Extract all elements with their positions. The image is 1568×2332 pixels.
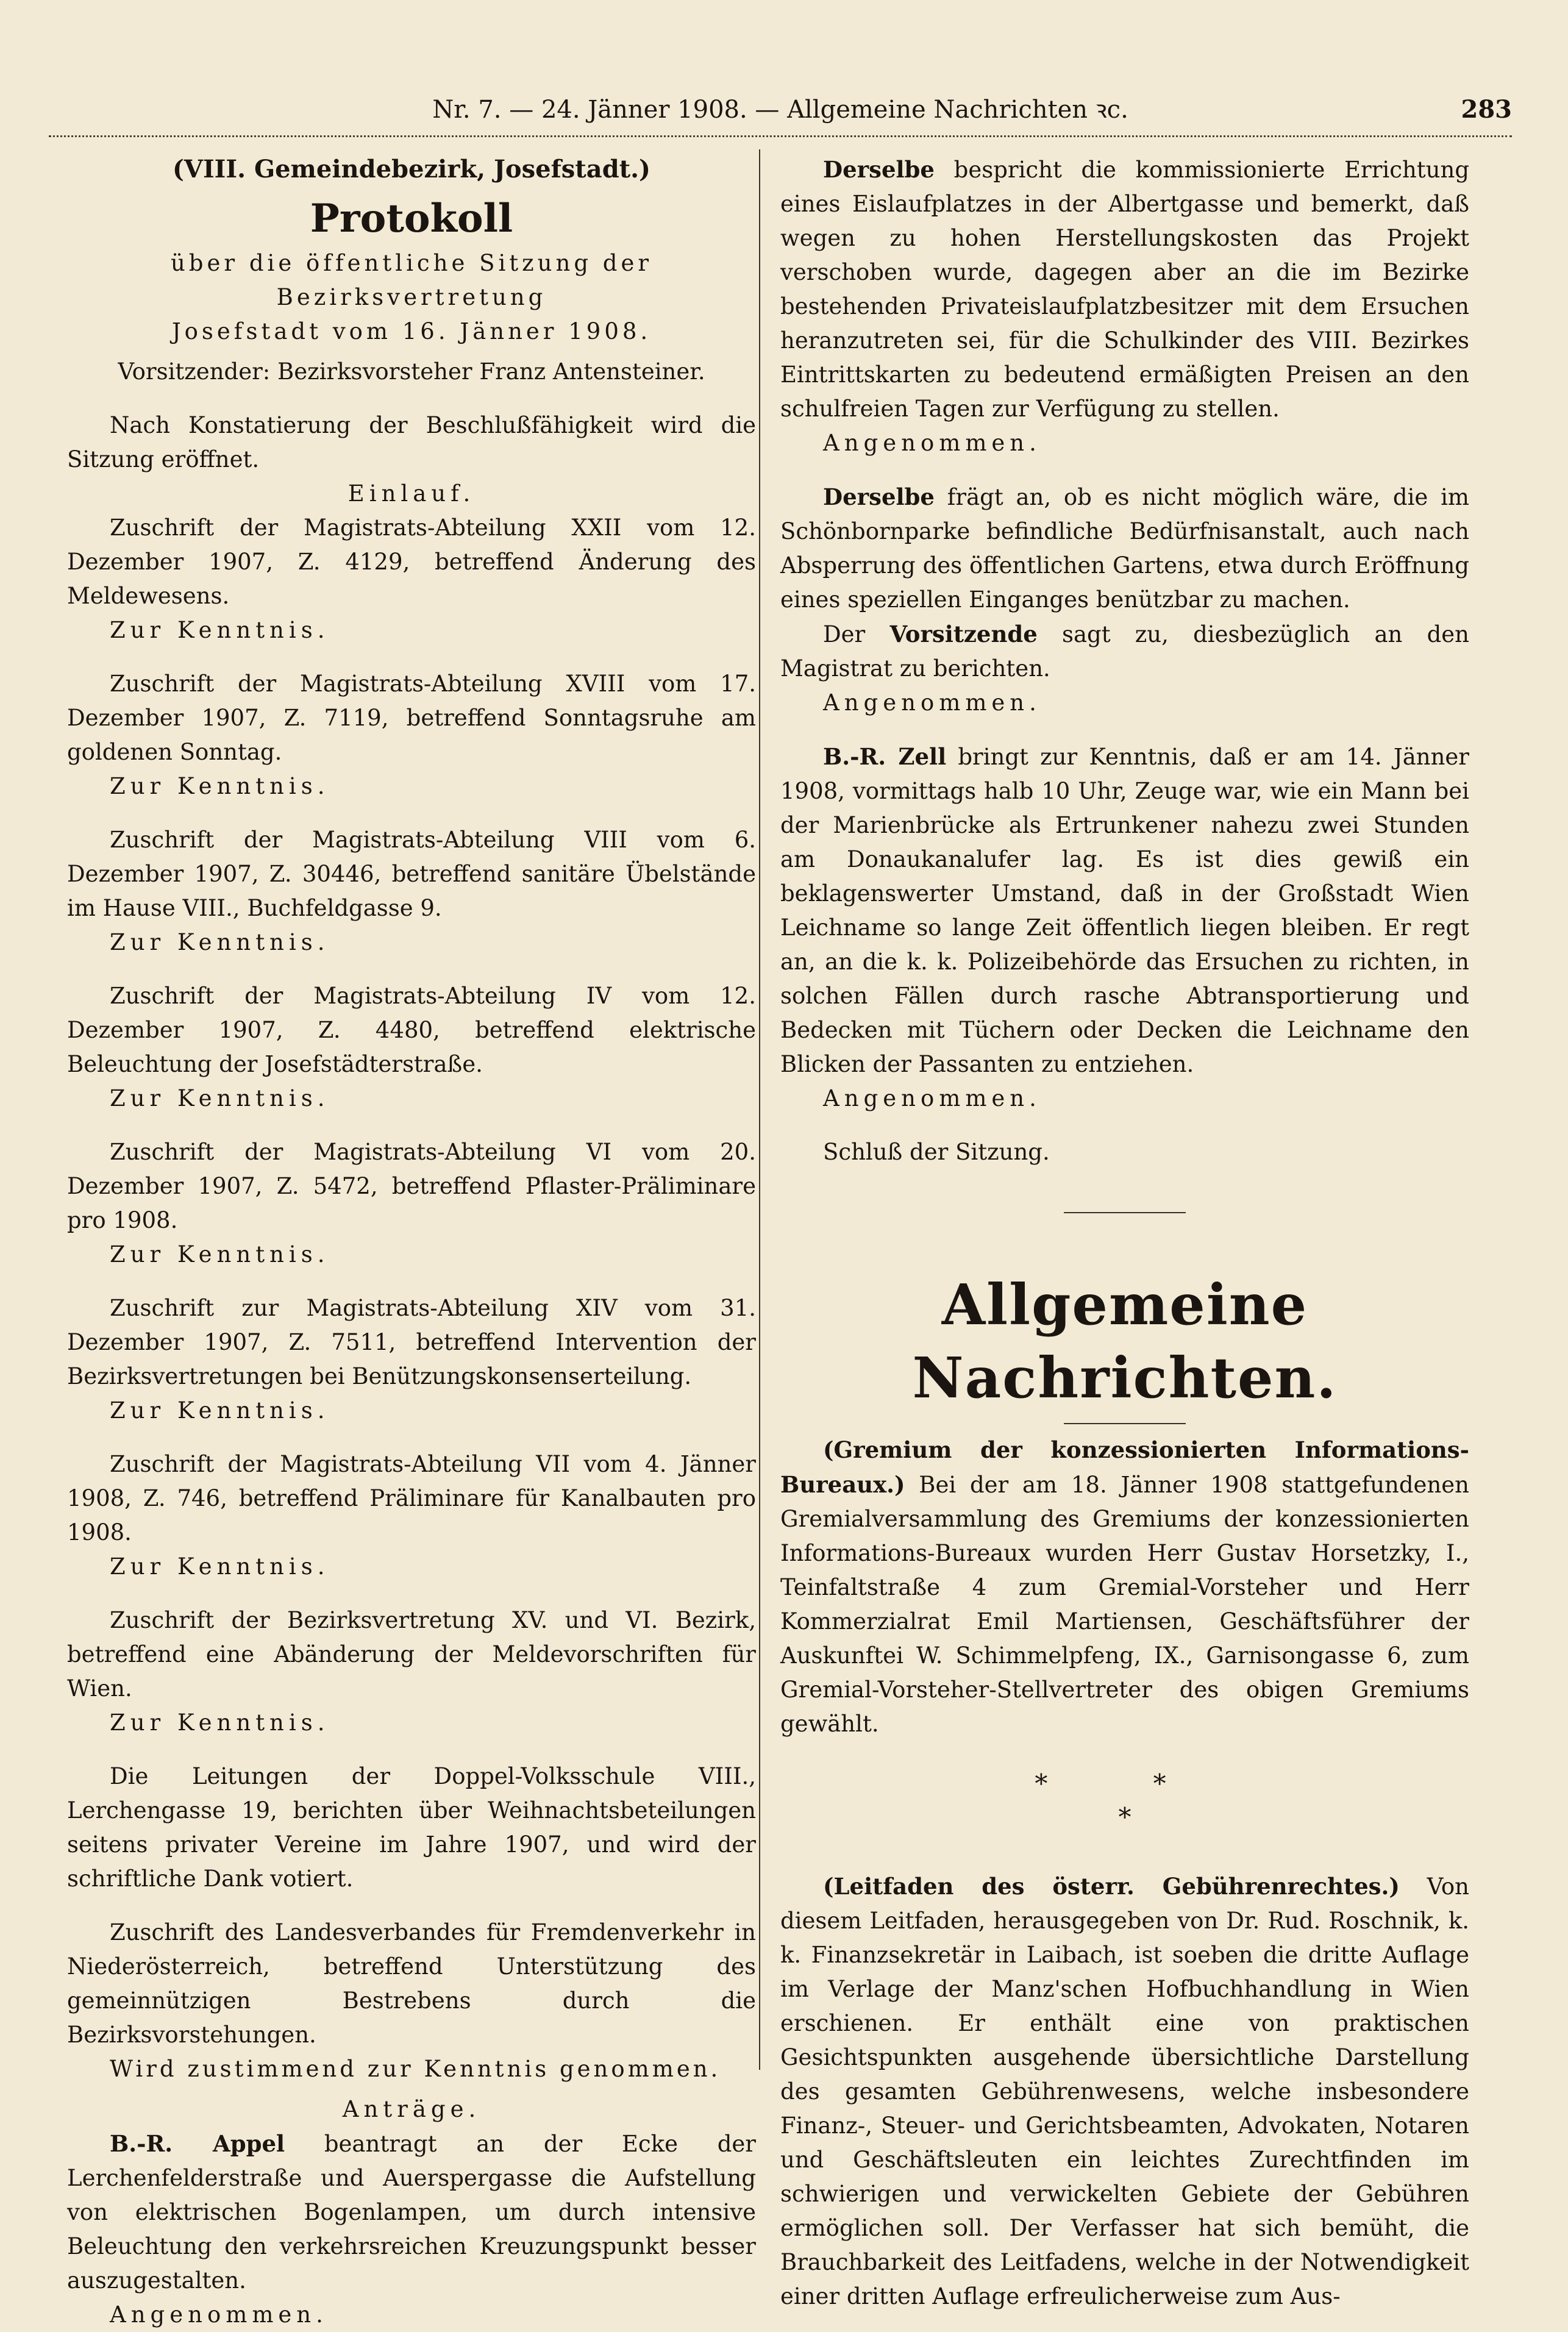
protocol-subtitle-1: über die öffentliche Sitzung der Bezirksvertretung <box>170 250 653 310</box>
entry-result: Zur Kenntnis. <box>110 773 330 799</box>
chair-response <box>780 617 1469 686</box>
entry-result: Zur Kenntnis. <box>110 1553 330 1580</box>
entry-text: Zuschrift der Bezirksvertretung XV. und VI. Bezirk, betreffend eine Abänderung der Meldevorschriften für Wien. <box>67 1607 756 1702</box>
section-title: Allgemeine Nachrichten. <box>912 1272 1338 1411</box>
article-heading: (Leitfaden des österr. Gebührenrechtes.) <box>823 1873 1400 1900</box>
closing-line: Schluß der Sitzung. <box>823 1139 1050 1165</box>
zell-paragraph <box>780 740 1469 1082</box>
appel-result: Angenommen. <box>110 2302 328 2328</box>
district-heading: (VIII. Gemeindebezirk, Josefstadt.) <box>173 155 650 184</box>
leitungen-paragraph: Die Leitungen der Doppel-Volksschule VIII., Lerchengasse 19, berichten über Weihnachtsbeteilungen seitens privater Vereine im Jahre 1907, und wird der schriftliche Dank votiert. <box>67 1763 756 1892</box>
entry-text: Zuschrift der Magistrats-Abteilung XXII vom 12. Dezember 1907, Z. 4129, betreffend Änderung des Meldewesens. <box>67 515 756 609</box>
running-header <box>49 91 1512 128</box>
separator-stars-bottom: * <box>1118 1802 1131 1832</box>
header-rule <box>49 135 1512 137</box>
entry-text: Zuschrift zur Magistrats-Abteilung XIV vom 31. Dezember 1907, Z. 7511, betreffend Intervention der Bezirksvertretungen bei Benützungskonsenserteilung. <box>67 1295 756 1389</box>
entry-result: Zur Kenntnis. <box>110 929 330 955</box>
chair-prefix: Der <box>823 621 866 647</box>
entry-text: Zuschrift der Magistrats-Abteilung XVIII vom 17. Dezember 1907, Z. 7119, betreffend Sonntagsruhe am goldenen Sonntag. <box>67 671 756 765</box>
speaker-text: frägt an, ob es nicht möglich wäre, die im Schönbornparke befindliche Bedürfnisanstalt, auch nach Absperrung des öffentlichen Gartens, etwa durch Eröffnung eines speziellen Einganges benützbar zu machen. <box>780 484 1469 613</box>
appel-paragraph <box>67 2127 756 2298</box>
antraege-heading: Anträge. <box>342 2096 481 2122</box>
right-column <box>780 152 1469 2314</box>
protocol-title: Protokoll <box>310 196 513 241</box>
speaker-name: B.-R. Zell <box>823 743 947 770</box>
einlauf-heading: Einlauf. <box>347 480 476 507</box>
separator-stars-top: * * <box>1035 1769 1215 1799</box>
protocol-subtitle-2: Josefstadt vom 16. Jänner 1908. <box>171 318 652 344</box>
landesverband-result: Wird zustimmend zur Kenntnis genommen. <box>110 2056 721 2082</box>
entry-result: Zur Kenntnis. <box>110 1397 330 1424</box>
column-divider <box>759 149 760 2070</box>
section-rule <box>1064 1212 1186 1213</box>
leitfaden-paragraph <box>780 1869 1469 2314</box>
eislauf-result: Angenommen. <box>823 430 1041 456</box>
speaker-name: B.-R. Appel <box>110 2130 285 2157</box>
entry-text: Zuschrift der Magistrats-Abteilung VI vom 20. Dezember 1907, Z. 5472, betreffend Pflaster-Präliminare pro 1908. <box>67 1139 756 1233</box>
article-text: Bei der am 18. Jänner 1908 stattgefundenen Gremialversammlung des Gremiums der konzessionierten Informations-Bureaux wurden Herr Gustav Horsetzky, I., Teinfaltstraße 4 zum Gremial-Vorsteher und Herr Kommerzialrat Emil Martiensen, Geschäftsführer der Auskunftei W. Schimmelpfeng, IX., Garnisongasse 6, zum Gremial-Vorsteher-Stellvertreter des obigen Gremiums gewählt. <box>780 1472 1470 1737</box>
entry-text: Zuschrift der Magistrats-Abteilung IV vom 12. Dezember 1907, Z. 4480, betreffend elektrische Beleuchtung der Josefstädterstraße. <box>67 983 756 1077</box>
zell-result: Angenommen. <box>823 1085 1041 1111</box>
landesverband-paragraph: Zuschrift des Landesverbandes für Fremdenverkehr in Niederösterreich, betreffend Unterstützung des gemeinnützigen Bestrebens durch die Bezirksvorstehungen. <box>67 1919 756 2048</box>
opening-paragraph: Nach Konstatierung der Beschlußfähigkeit wird die Sitzung eröffnet. <box>67 412 756 472</box>
speaker-text: beantragt an der Ecke der Lerchenfelderstraße und Auerspergasse die Aufstellung von elektrischen Bogenlampen, um durch intensive Beleuchtung den verkehrsreichen Kreuzungspunkt besser auszugestalten. <box>67 2131 756 2294</box>
speaker-name: Derselbe <box>823 156 935 183</box>
speaker-name: Vorsitzende <box>889 621 1038 647</box>
entry-text: Zuschrift der Magistrats-Abteilung VIII vom 6. Dezember 1907, Z. 30446, betreffend sanitäre Übelstände im Hause VIII., Buchfeldgasse 9. <box>67 827 756 921</box>
entry-result: Zur Kenntnis. <box>110 1085 330 1111</box>
article-text: Von diesem Leitfaden, herausgegeben von Dr. Rud. Roschnik, k. k. Finanzsekretär in Laibach, ist soeben die dritte Auflage im Verlage der Manz'schen Hofbuchhandlung in Wien erschienen. Er enthält eine von praktischen Gesichtspunkten ausgehende übersichtliche Darstellung des gesamten Gebührenwesens, welche insbesondere Finanz-, Steuer- und Gerichtsbeamten, Advokaten, Notaren und Geschäftsleuten ein leichtes Zurechtfinden im schwierigen und verwickelten Gebiete der Gebühren ermöglichen soll. Der Verfasser hat sich bemüht, die Brauchbarkeit des Leitfadens, welche in der Notwendigkeit einer dritten Auflage erfreulicherweise zum Aus- <box>780 1874 1469 2309</box>
schoenborn-paragraph <box>780 480 1469 617</box>
title-rule <box>1064 1423 1186 1424</box>
speaker-text: bringt zur Kenntnis, daß er am 14. Jänner 1908, vormittags halb 10 Uhr, Zeuge war, wie ein Mann bei der Marienbrücke als Ertrunkener nahezu zwei Stunden am Donaukanalufer lag. Es ist dies gewiß ein beklagenswerter Umstand, daß in der Großstadt Wien Leichname so lange Zeit öffentlich liegen bleiben. Er regt an, an die k. k. Polizeibehörde das Ersuchen zu richten, in solchen Fällen durch rasche Abtransportierung und Bedecken mit Tüchern oder Decken die Leichname den Blicken der Passanten zu entziehen. <box>780 744 1469 1077</box>
speaker-name: Derselbe <box>823 483 935 510</box>
speaker-text: bespricht die kommissionierte Errichtung eines Eislaufplatzes in der Albertgasse und bemerkt, daß wegen zu hohen Herstellungskosten das Projekt verschoben wurde, dagegen aber an die im Bezirke bestehenden Privateislaufplatzbesitzer mit dem Ersuchen heranzutreten sei, für die Schulkinder des VIII. Bezirkes Eintrittskarten zu bedeutend ermäßigten Preisen an den schulfreien Tagen zur Verfügung zu stellen. <box>780 157 1470 422</box>
left-column <box>67 152 756 2332</box>
schoenborn-result: Angenommen. <box>823 690 1041 716</box>
article-heading: (Gremium der konzessionierten Informations-Bureaux.) <box>780 1436 1469 1498</box>
header-title: Nr. 7. — 24. Jänner 1908. — Allgemeine Nachrichten ꝛc. <box>432 96 1128 124</box>
entry-text: Zuschrift der Magistrats-Abteilung VII vom 4. Jänner 1908, Z. 746, betreffend Präliminare für Kanalbauten pro 1908. <box>67 1451 756 1546</box>
gremium-paragraph <box>780 1433 1469 1741</box>
eislauf-paragraph <box>780 152 1469 426</box>
chair-line: Vorsitzender: Bezirksvorsteher Franz Antensteiner. <box>118 358 705 385</box>
speaker-text: sagt zu, diesbezüglich an den Magistrat zu berichten. <box>780 621 1469 682</box>
entry-result: Zur Kenntnis. <box>110 1241 330 1268</box>
entry-result: Zur Kenntnis. <box>110 1710 330 1736</box>
entry-result: Zur Kenntnis. <box>110 617 330 643</box>
page-number: 283 <box>1461 95 1512 124</box>
